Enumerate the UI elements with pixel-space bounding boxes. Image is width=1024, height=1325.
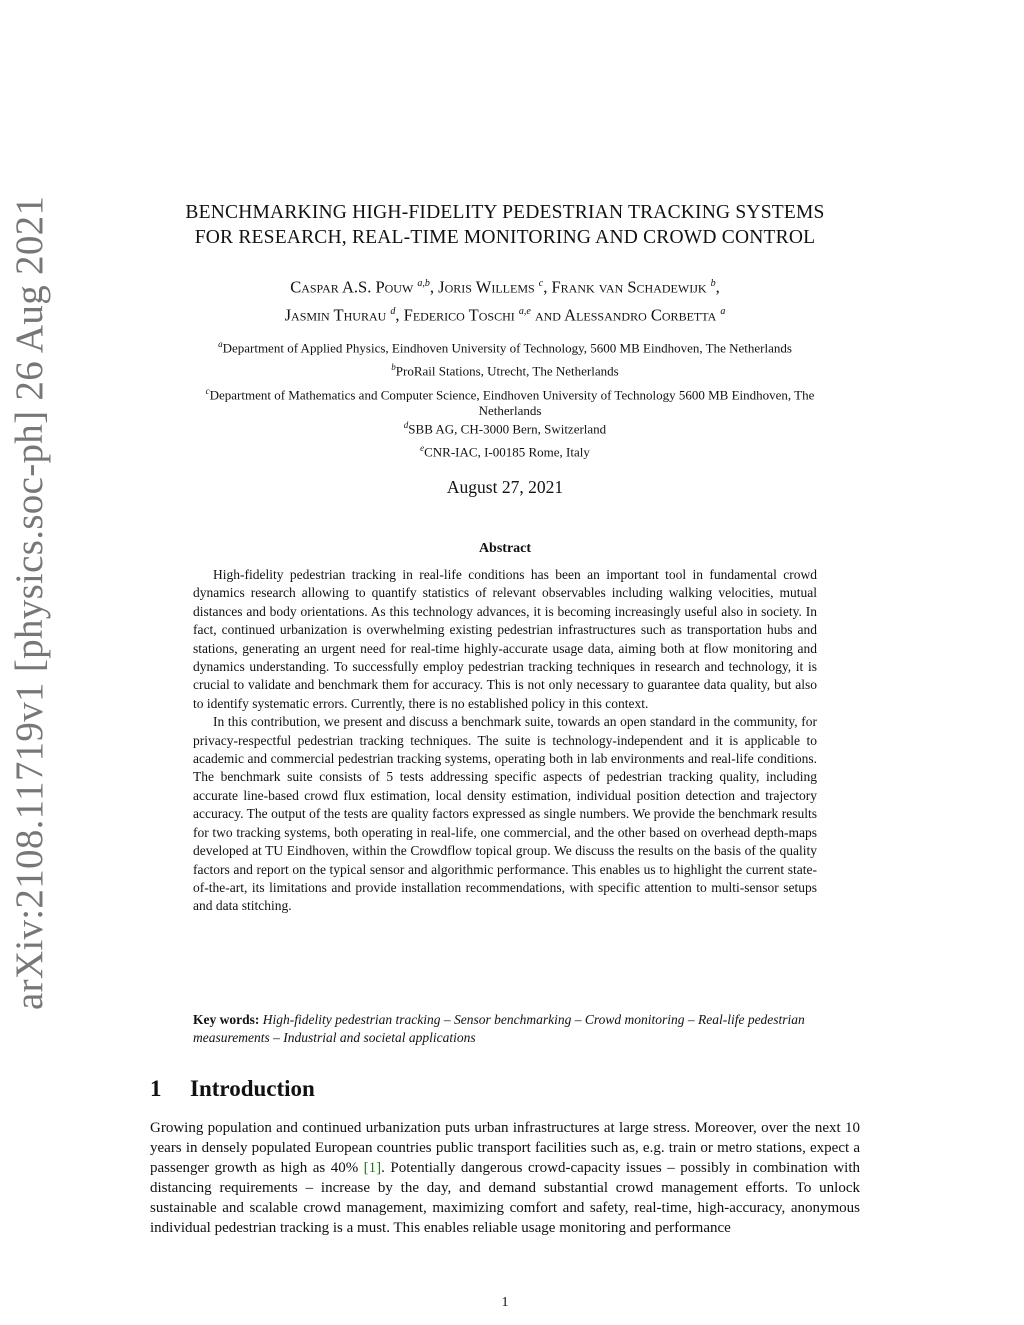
intro-text: Growing population and continued urbanization puts urban infrastructures at large stress. Moreover, over the next 10 years in densely populated European countries public transport facilities such as, e.g. train or metro stations, expect a passenger growth as high as 40%	[150, 1120, 860, 1177]
affiliation-d	[140, 417, 870, 437]
author-name: Joris Willems	[438, 277, 535, 297]
keywords-label: Key words:	[193, 1012, 260, 1027]
page-number: 1	[501, 1295, 509, 1310]
introduction-paragraph	[150, 1118, 860, 1239]
affiliation-mark: e	[420, 443, 425, 453]
section-heading	[150, 1074, 315, 1104]
citation-link[interactable]: [1]	[363, 1160, 382, 1177]
affiliation-text: CNR-IAC, I-00185 Rome, Italy	[424, 444, 590, 460]
publication-date: August 27, 2021	[446, 477, 564, 497]
author-affiliation-mark: a	[720, 305, 726, 317]
title-line-1: BENCHMARKING HIGH-FIDELITY PEDESTRIAN TRACKING SYSTEMS	[185, 202, 825, 223]
author-affiliation-mark: a,e	[518, 305, 531, 317]
affiliation-text: Department of Mathematics and Computer Science, Eindhoven University of Technology 5600 MB Eindhoven, The Netherlands	[209, 387, 815, 419]
title-line-2: FOR RESEARCH, REAL-TIME MONITORING AND CROWD CONTROL	[194, 227, 816, 248]
affiliation-mark: b	[391, 362, 396, 372]
affiliation-mark: d	[403, 420, 409, 430]
section-number: 1	[150, 1076, 162, 1101]
author-name: Caspar A.S. Pouw	[290, 277, 414, 297]
arxiv-identifier-text: arXiv:2108.11719v1 [physics.soc-ph] 26 Aug 2021	[8, 195, 51, 1010]
affiliation-text: SBB AG, CH-3000 Bern, Switzerland	[408, 421, 607, 437]
author-affiliation-mark: b	[710, 278, 716, 289]
author-line-1: Caspar A.S. Pouw $^{a,b}$, Joris Willems $^c$, Frank van Schadewijk $^b$,	[290, 277, 720, 297]
affiliation-b	[140, 359, 870, 379]
paper-title	[100, 200, 910, 250]
author-name: Federico Toschi	[403, 305, 515, 324]
author-name: Jasmin Thurau	[284, 305, 387, 324]
author-affiliation-mark: c	[538, 278, 544, 289]
keywords	[193, 1011, 817, 1048]
affiliation-text: Department of Applied Physics, Eindhoven University of Technology, 5600 MB Eindhoven, The Netherlands	[222, 340, 792, 356]
intro-text-continued: . Potentially dangerous crowd-capacity issues – possibly in combination with distancing requirements – increase by the day, and demand substantial crowd management efforts. To unlock sustainable and scalable crowd management, maximizing comfort and safety, real-time, high-accuracy, anonymous individual pedestrian tracking is a must. This enables reliable usage monitoring and performance	[150, 1160, 860, 1237]
keywords-text: High-fidelity pedestrian tracking – Sensor benchmarking – Crowd monitoring – Real-life pedestrian measurements – Industrial and societal applications	[193, 1012, 805, 1046]
author-and: and	[534, 305, 561, 324]
author-list	[100, 272, 910, 327]
abstract-heading: Abstract	[478, 541, 532, 556]
author-name: Alessandro Corbetta	[564, 305, 717, 324]
affiliation-mark: a	[218, 339, 223, 349]
section-title: Introduction	[190, 1076, 315, 1101]
author-name: Frank van Schadewijk	[551, 277, 707, 297]
abstract-body	[193, 566, 817, 916]
author-line-2: Jasmin Thurau $^d$, Federico Toschi $^{a,e}$ and Alessandro Corbetta $^a$	[284, 305, 726, 324]
author-affiliation-mark: a,b	[417, 278, 430, 289]
abstract-paragraph-1: High-fidelity pedestrian tracking in real-life conditions has been an important tool in fundamental crowd dynamics research allowing to quantify statistics of relevant observables including walking velocities, mutual distances and body orientations. As this technology advances, it is becoming increasingly useful also in society. In fact, continued urbanization is overwhelming existing pedestrian infrastructures such as transportation hubs and stations, generating an urgent need for real-time highly-accurate usage data, aiming both at flow monitoring and dynamics understanding. To successfully employ pedestrian tracking techniques in research and technology, it is crucial to validate and benchmark them for accuracy. This is not only necessary to guarantee data quality, but also to identify systematic errors. Currently, there is no established policy in this context.	[193, 567, 817, 711]
author-affiliation-mark: d	[390, 305, 396, 317]
affiliation-text: ProRail Stations, Utrecht, The Netherlands	[395, 363, 619, 379]
affiliation-a	[140, 336, 870, 356]
affiliation-mark: c	[205, 386, 210, 396]
affiliation-c	[180, 383, 840, 419]
abstract-paragraph-2: In this contribution, we present and discuss a benchmark suite, towards an open standard in the community, for privacy-respectful pedestrian tracking techniques. The suite is technology-independent and it is applicable to academic and commercial pedestrian tracking systems, operating both in lab environments and real-life conditions. The benchmark suite consists of 5 tests addressing specific aspects of pedestrian tracking quality, including accurate line-based crowd flux estimation, local density estimation, individual position detection and trajectory accuracy. The output of the tests are quality factors expressed as single numbers. We provide the benchmark results for two tracking systems, both operating in real-life, one commercial, and the other based on overhead depth-maps developed at TU Eindhoven, within the Crowdflow topical group. We discuss the results on the basis of the quality factors and report on the typical sensor and algorithmic performance. This enables us to highlight the current state-of-the-art, its limitations and provide installation recommendations, with specific attention to multi-sensor setups and data stitching.	[193, 714, 817, 914]
affiliation-e	[140, 440, 870, 460]
